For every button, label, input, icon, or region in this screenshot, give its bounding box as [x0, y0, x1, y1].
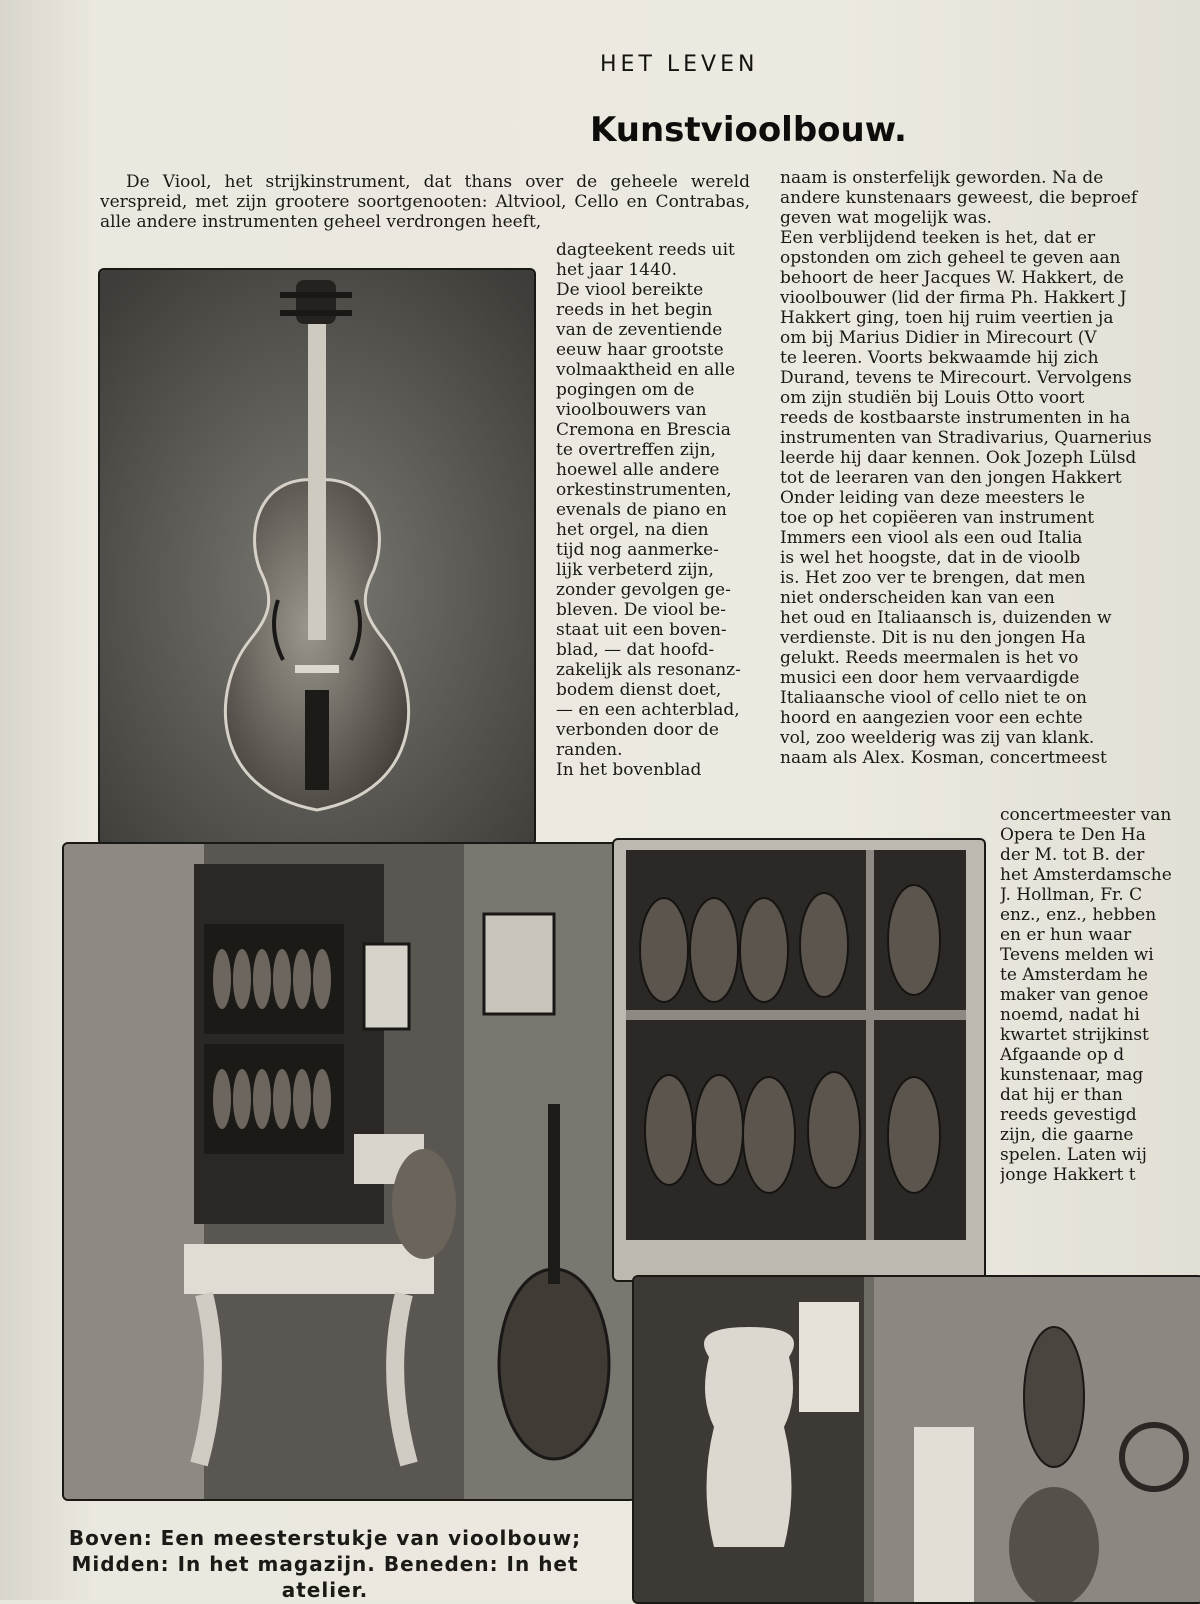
storeroom-photo — [62, 842, 636, 1501]
narrow-column-text: dagteekent reeds uit het jaar 1440. De viool bereikte reeds in het begin van de zeventiende eeuw haar grootste volmaaktheid en alle pogingen om de vioolbouwers van Cremona en Brescia te overtreffen zijn, hoewel alle andere orkestinstrumenten, evenals de piano en het orgel, na dien tijd nog aanmerke- lijk verbeterd zijn, zonder gevolgen ge- bleven. De viool be- staat uit een boven- blad, — dat hoofd- zakelijk als resonanz- bodem dienst doet, — en een achterblad, verbonden door de randen. In het bovenblad — [556, 240, 741, 780]
workshop-photo — [632, 1275, 1200, 1604]
running-head: HET LEVEN — [600, 52, 759, 77]
right-column-continued: concertmeester van Opera te Den Ha der M. tot B. der het Amsterdamsche J. Hollman, Fr. C enz., enz., hebben en er hun waar Tevens melden wi te Amsterdam he maker van genoe noemd, nadat hi kwartet strijkinst Afgaande op d kunstenaar, mag dat hij er than reeds gevestigd zijn, die gaarne spelen. Laten wij jonge Hakkert t — [1000, 805, 1172, 1185]
violin-photo — [98, 268, 536, 846]
intro-paragraph: De Viool, het strijkinstrument, dat thans over de geheele wereld verspreid, met zijn grootere soortgenooten: Altviool, Cello en Contrabas, alle andere instrumenten geheel verdrongen heeft, — [100, 172, 750, 232]
article-title: Kunstvioolbouw. — [590, 110, 907, 150]
right-column-text: naam is onsterfelijk geworden. Na de andere kunstenaars geweest, die beproef geven wat mogelijk was. Een verblijdend teeken is het, dat er opstonden om zich geheel te geven aan behoort de heer Jacques W. Hakkert, de vioolbouwer (lid der firma Ph. Hakkert J Hakkert ging, toen hij ruim veertien ja om bij Marius Didier in Mirecourt (V te leeren. Voorts bekwaamde hij zich Durand, tevens te Mirecourt. Vervolgens om zijn studiën bij Louis Otto voort reeds de kostbaarste instrumenten in ha instrumenten van Stradivarius, Quarnerius leerde hij daar kennen. Ook Jozeph Lülsd tot de leeraren van den jongen Hakkert Onder leiding van deze meesters le toe op het copiëeren van instrument Immers een viool als een oud Italia is wel het hoogste, dat in de vioolb is. Het zoo ver te brengen, dat men niet onderscheiden kan van een het oud en Italiaansch is, duizenden w verdienste. Dit is nu den jongen Ha gelukt. Reeds meermalen is het vo musici een door hem vervaardigde Italiaansche viool of cello niet te on hoord en aangezien voor een echte vol, zoo weelderig was zij van klank. naam als Alex. Kosman, concertmeest — [780, 168, 1152, 768]
violin-cabinet-photo — [612, 838, 986, 1282]
figure-caption: Boven: Een meesterstukje van vioolbouw; Midden: In het magazijn. Beneden: In het atelier. — [68, 1526, 582, 1602]
